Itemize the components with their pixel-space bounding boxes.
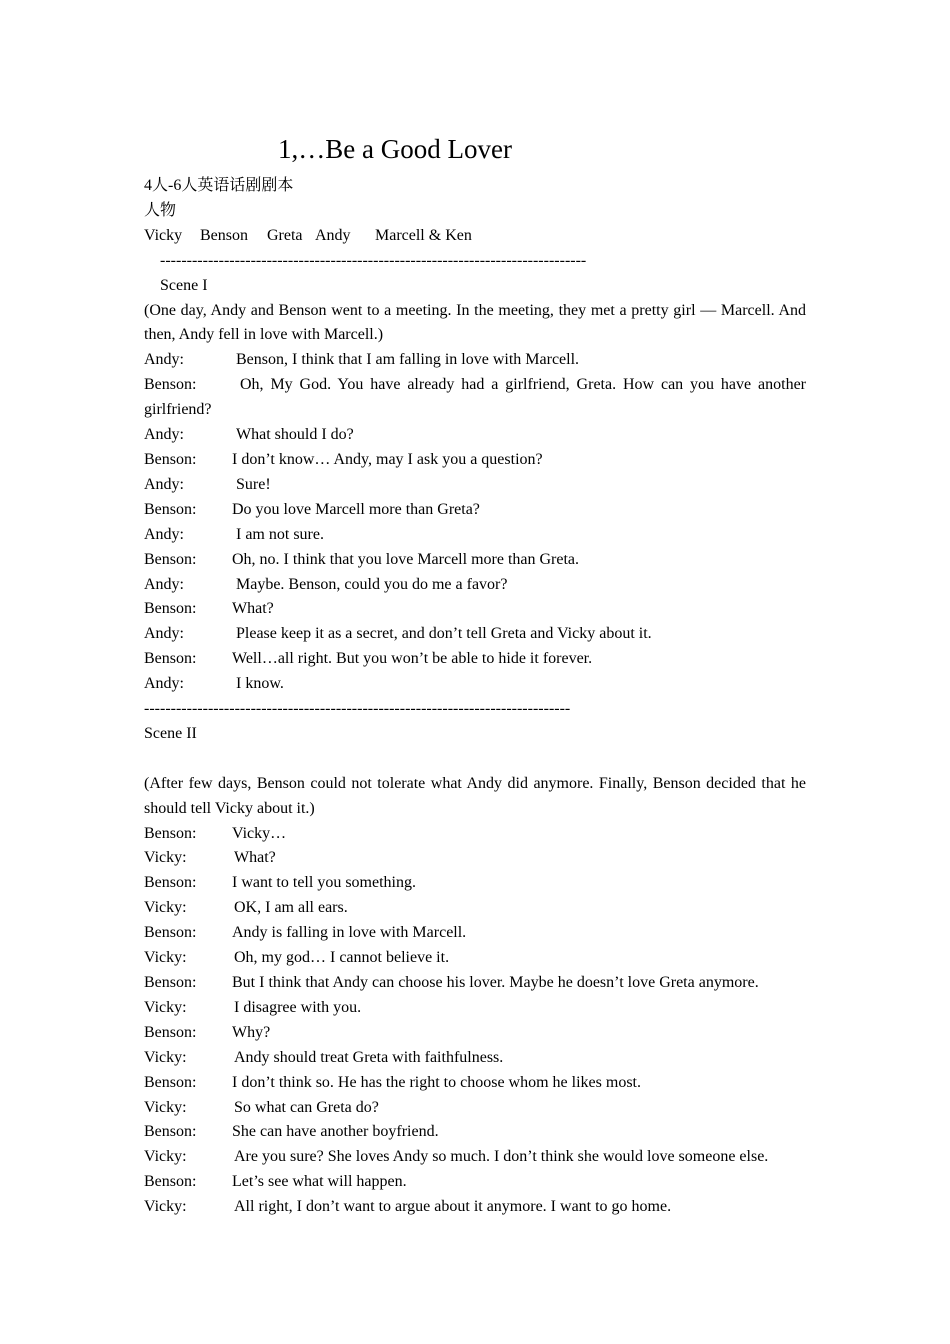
- characters-label: 人物: [144, 201, 177, 219]
- speaker: Andy:: [144, 351, 184, 369]
- speaker: Benson:: [144, 924, 197, 942]
- dialogue-text: Please keep it as a secret, and don’t tell Greta and Vicky about it.: [236, 625, 652, 643]
- dialogue-line: [144, 1096, 806, 1121]
- dialogue-line: [144, 548, 806, 573]
- speaker: Benson:: [144, 874, 197, 892]
- dialogue-line: [144, 996, 806, 1021]
- speaker: Benson:: [144, 500, 197, 518]
- dialogue-text: Well…all right. But you won’t be able to hide it forever.: [232, 650, 593, 668]
- speaker: Vicky:: [144, 849, 187, 867]
- dialogue-line: [144, 672, 806, 697]
- cast-member: Marcell & Ken: [375, 226, 472, 244]
- dialogue-text: Vicky…: [232, 824, 287, 842]
- dialogue-line: [144, 1021, 806, 1046]
- speaker: Benson:: [144, 824, 197, 842]
- speaker: Andy:: [144, 575, 184, 593]
- speaker: Benson:: [144, 973, 197, 991]
- dialogue-text: Oh, no. I think that you love Marcell more than Greta.: [232, 550, 580, 568]
- speaker: Benson:: [144, 1123, 197, 1141]
- dialogue-line: [144, 846, 806, 871]
- dialogue-line: [144, 523, 806, 548]
- speaker: Vicky:: [144, 1048, 187, 1066]
- dialogue-line: [144, 573, 806, 598]
- dialogue-line: [144, 971, 806, 996]
- dialogue-line: [144, 1071, 806, 1096]
- dialogue-text: Why?: [232, 1023, 271, 1041]
- speaker: Vicky:: [144, 1198, 187, 1216]
- dialogue-line: [144, 1195, 806, 1220]
- dialogue-text: I disagree with you.: [234, 998, 362, 1016]
- speaker: Andy:: [144, 525, 184, 543]
- dialogue-line: [144, 423, 806, 448]
- dialogue-text: Oh, My God. You have already had a girlfriend, Greta. How can you have another girlfriend?: [144, 376, 806, 419]
- dialogue-text: So what can Greta do?: [234, 1098, 379, 1116]
- cast-member: Vicky: [144, 226, 183, 244]
- cast-list: [144, 224, 806, 249]
- speaker: Benson:: [144, 376, 197, 394]
- scene-intro: (One day, Andy and Benson went to a meeting. In the meeting, they met a pretty girl — Marcell. And then, Andy fell in love with Marcell.): [144, 301, 806, 344]
- cast-member: Andy: [315, 226, 351, 244]
- speaker: Benson:: [144, 1173, 197, 1191]
- page-title: 1,…Be a Good Lover: [278, 134, 512, 164]
- scene-heading: Scene II: [144, 724, 197, 742]
- speaker: Andy:: [144, 675, 184, 693]
- dialogue-text: Sure!: [236, 475, 271, 493]
- dialogue-text: Andy is falling in love with Marcell.: [232, 924, 467, 942]
- cast-member: Benson: [200, 226, 248, 244]
- dialogue-line: [144, 373, 806, 423]
- dialogue-text: I want to tell you something.: [232, 874, 416, 892]
- speaker: Benson:: [144, 550, 197, 568]
- dialogue-text: I know.: [236, 675, 284, 693]
- dialogue-line: [144, 622, 806, 647]
- dialogue-text: OK, I am all ears.: [234, 899, 348, 917]
- dialogue-text: What?: [232, 600, 274, 618]
- speaker: Benson:: [144, 600, 197, 618]
- dialogue-text: Are you sure? She loves Andy so much. I don’t think she would love someone else.: [234, 1148, 769, 1166]
- dialogue-line: [144, 498, 806, 523]
- speaker: Benson:: [144, 650, 197, 668]
- dialogue-text: All right, I don’t want to argue about it anymore. I want to go home.: [234, 1198, 672, 1216]
- dialogue-line: [144, 822, 806, 847]
- dialogue-text: Benson, I think that I am falling in love with Marcell.: [236, 351, 580, 369]
- dialogue-text: Maybe. Benson, could you do me a favor?: [236, 575, 508, 593]
- cast-member: Greta: [267, 226, 303, 244]
- dialogue-text: Oh, my god… I cannot believe it.: [234, 949, 450, 967]
- dialogue-line: [144, 1170, 806, 1195]
- dialogue-text: Let’s see what will happen.: [232, 1173, 407, 1191]
- dialogue-line: [144, 1120, 806, 1145]
- dialogue-line: [144, 448, 806, 473]
- dialogue-line: [144, 597, 806, 622]
- subtitle: 4人-6人英语话剧剧本: [144, 177, 294, 194]
- speaker: Benson:: [144, 1023, 197, 1041]
- dialogue-line: [144, 1046, 806, 1071]
- dialogue-text: Do you love Marcell more than Greta?: [232, 500, 480, 518]
- separator: --------------------------------------------------------------------------------: [160, 251, 587, 269]
- dialogue-line: [144, 946, 806, 971]
- speaker: Vicky:: [144, 998, 187, 1016]
- speaker: Andy:: [144, 475, 184, 493]
- dialogue-line: [144, 921, 806, 946]
- dialogue-text: What?: [234, 849, 276, 867]
- speaker: Vicky:: [144, 1098, 187, 1116]
- dialogue-line: [144, 647, 806, 672]
- dialogue-text: I don’t know… Andy, may I ask you a question?: [232, 450, 543, 468]
- dialogue-text: Andy should treat Greta with faithfulness.: [234, 1048, 504, 1066]
- scene-heading: Scene I: [160, 276, 208, 294]
- speaker: Vicky:: [144, 949, 187, 967]
- speaker: Benson:: [144, 450, 197, 468]
- dialogue-line: [144, 473, 806, 498]
- dialogue-line: [144, 1145, 806, 1170]
- speaker: Andy:: [144, 426, 184, 444]
- dialogue-text: She can have another boyfriend.: [232, 1123, 439, 1141]
- speaker: Vicky:: [144, 1148, 187, 1166]
- blank-line: [144, 747, 806, 772]
- speaker: Benson:: [144, 1073, 197, 1091]
- dialogue-text: But I think that Andy can choose his lover. Maybe he doesn’t love Greta anymore.: [232, 973, 759, 991]
- dialogue-text: What should I do?: [236, 426, 354, 444]
- dialogue-line: [144, 348, 806, 373]
- dialogue-line: [144, 871, 806, 896]
- speaker: Vicky:: [144, 899, 187, 917]
- script-document: [144, 130, 806, 1220]
- scene-intro: (After few days, Benson could not tolerate what Andy did anymore. Finally, Benson decided that he should tell Vicky about it.): [144, 774, 806, 817]
- speaker: Andy:: [144, 625, 184, 643]
- separator: --------------------------------------------------------------------------------: [144, 700, 571, 718]
- dialogue-text: I don’t think so. He has the right to choose whom he likes most.: [232, 1073, 641, 1091]
- dialogue-text: I am not sure.: [236, 525, 324, 543]
- dialogue-line: [144, 896, 806, 921]
